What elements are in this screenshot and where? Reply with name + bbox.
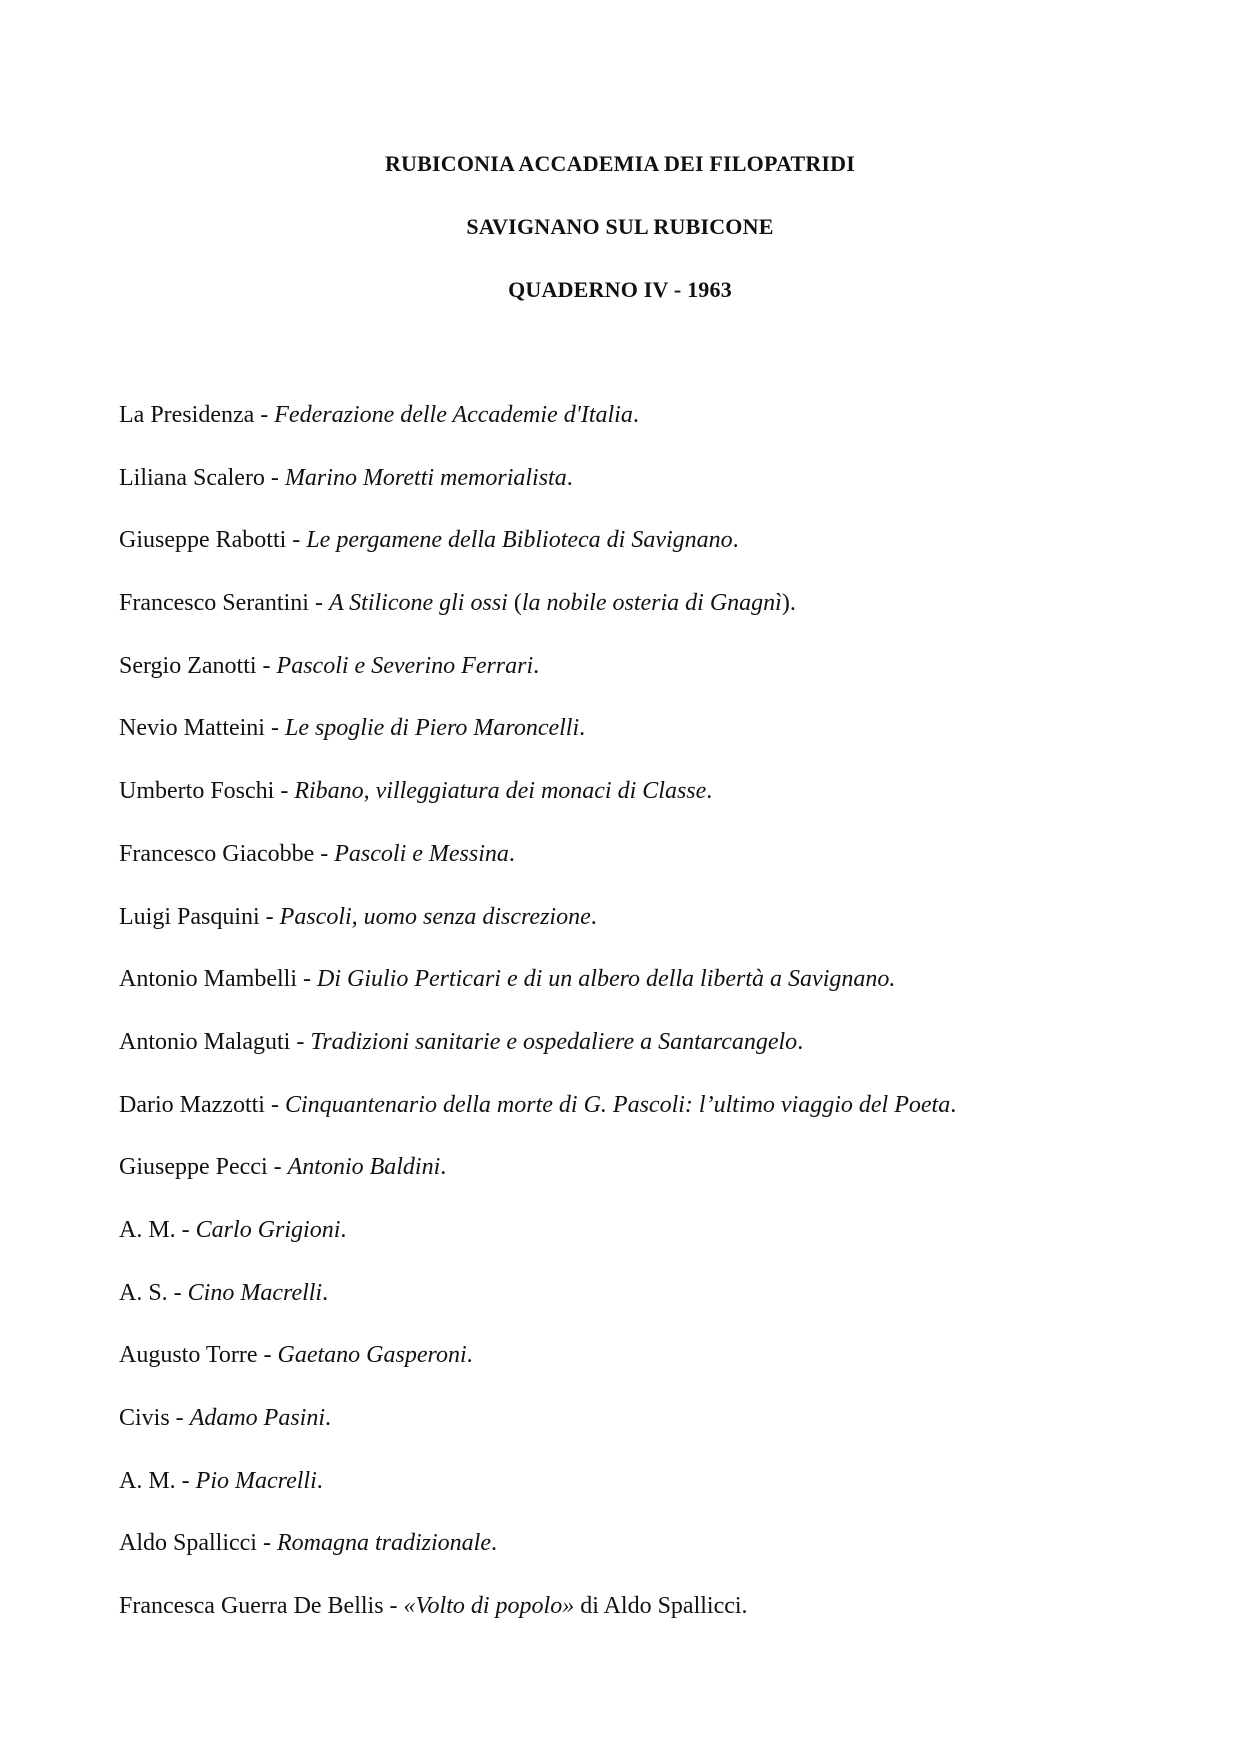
contents-entry [119, 713, 1179, 776]
entry-title: Pascoli e Messina [334, 840, 509, 867]
entry-author: Liliana Scalero - [119, 464, 285, 491]
contents-entry [119, 1466, 1179, 1529]
entry-title: Tradizioni sanitarie e ospedaliere a Santarcangelo [310, 1028, 798, 1055]
entry-title: A Stilicone gli ossi [328, 590, 508, 617]
entry-title: Le pergamene della Biblioteca di Savignano [306, 527, 733, 554]
entry-author: Nevio Matteini - [119, 715, 285, 742]
entry-tail: . [508, 840, 515, 867]
entry-tail: . [706, 778, 713, 805]
entry-tail: . [440, 1154, 447, 1181]
entry-author: La Presidenza - [119, 402, 275, 428]
contents-entry [119, 1528, 1179, 1591]
contents-entry [119, 1027, 1179, 1090]
entry-tail: . [579, 715, 586, 742]
contents-entry [119, 463, 1179, 526]
entry-tail: . [490, 1530, 497, 1557]
entry-author: Umberto Foschi - [119, 778, 295, 805]
entry-author: Augusto Torre - [119, 1342, 278, 1369]
entry-author: Aldo Spallicci - [119, 1530, 277, 1557]
entry-author: Dario Mazzotti - [119, 1091, 285, 1118]
entry-title: Romagna tradizionale [276, 1530, 491, 1557]
entry-tail: . [732, 527, 739, 554]
issue-title: QUADERNO IV - 1963 [508, 277, 732, 302]
entry-author: A. S. - [119, 1279, 188, 1306]
entry-author: Civis - [119, 1405, 190, 1431]
entry-title: Federazione delle Accademie d'Italia [274, 402, 633, 428]
entry-tail: . [632, 402, 639, 428]
entry-title: Cino Macrelli [187, 1279, 323, 1306]
entry-tail: . [325, 1405, 332, 1431]
entry-author: Francesco Serantini - [119, 590, 329, 617]
contents-entry [119, 1340, 1179, 1403]
contents-entry [119, 964, 1179, 1027]
entry-tail: ). [781, 590, 796, 617]
entry-mid: ( [507, 590, 522, 617]
entry-title: Di Giulio Perticari e di un albero della libertà a Savignano. [316, 966, 896, 993]
location-title: SAVIGNANO SUL RUBICONE [466, 214, 774, 239]
entry-author: Francesco Giacobbe - [119, 840, 335, 867]
entry-tail: . [590, 903, 597, 930]
contents-entry [119, 1215, 1179, 1278]
contents-entry [119, 839, 1179, 902]
entry-title: «Volto di popolo» [403, 1593, 575, 1620]
entry-author: A. M. - [119, 1216, 196, 1243]
entry-title: Ribano, villeggiatura dei monaci di Classe [294, 778, 707, 805]
entry-author: Francesca Guerra De Bellis - [119, 1593, 404, 1620]
entry-title: Marino Moretti memorialista [284, 464, 567, 491]
entry-title: Pascoli, uomo senza discrezione [279, 903, 591, 930]
contents-entry [119, 1278, 1179, 1341]
entry-tail: . [316, 1467, 323, 1494]
academy-title: RUBICONIA ACCADEMIA DEI FILOPATRIDI [384, 151, 856, 176]
entry-author: Luigi Pasquini - [119, 903, 280, 930]
entry-tail: . [466, 1342, 473, 1369]
entry-title: Cinquantenario della morte di G. Pascoli: l’ultimo viaggio del Poeta [284, 1091, 951, 1118]
entry-title: Pio Macrelli [195, 1467, 317, 1494]
entry-tail: . [566, 464, 573, 491]
contents-entry [119, 1591, 1179, 1654]
entry-author: Sergio Zanotti - [119, 652, 277, 679]
contents-entry [119, 400, 1179, 463]
entry-tail: di Aldo Spallicci. [574, 1593, 748, 1620]
contents-entry [119, 651, 1179, 714]
contents-entry [119, 1403, 1179, 1466]
contents-entry [119, 1090, 1179, 1153]
entry-tail: . [533, 652, 540, 679]
entry-author: Giuseppe Rabotti - [119, 527, 307, 554]
contents-entry [119, 902, 1179, 965]
entry-tail: . [322, 1279, 329, 1306]
entry-title: Pascoli e Severino Ferrari [276, 652, 534, 679]
entry-title: Adamo Pasini [189, 1405, 326, 1431]
entry-author: Antonio Malaguti - [119, 1028, 311, 1055]
entry-title: Le spoglie di Piero Maroncelli [284, 715, 580, 742]
entry-author: A. M. - [119, 1467, 196, 1494]
entry-tail: . [340, 1216, 347, 1243]
entry-title: Antonio Baldini [287, 1154, 441, 1181]
contents-entry [119, 776, 1179, 839]
entry-title: Carlo Grigioni [195, 1216, 341, 1243]
contents-entry [119, 525, 1179, 588]
entry-tail: . [950, 1091, 957, 1118]
entry-subtitle: la nobile osteria di Gnagnì [521, 590, 782, 617]
contents-entry [119, 1152, 1179, 1215]
entry-title: Gaetano Gasperoni [277, 1342, 467, 1369]
entry-tail: . [797, 1028, 804, 1055]
entry-author: Antonio Mambelli - [119, 966, 317, 993]
contents-entry [119, 588, 1179, 651]
contents-list [119, 400, 1179, 1654]
entry-author: Giuseppe Pecci - [119, 1154, 288, 1181]
